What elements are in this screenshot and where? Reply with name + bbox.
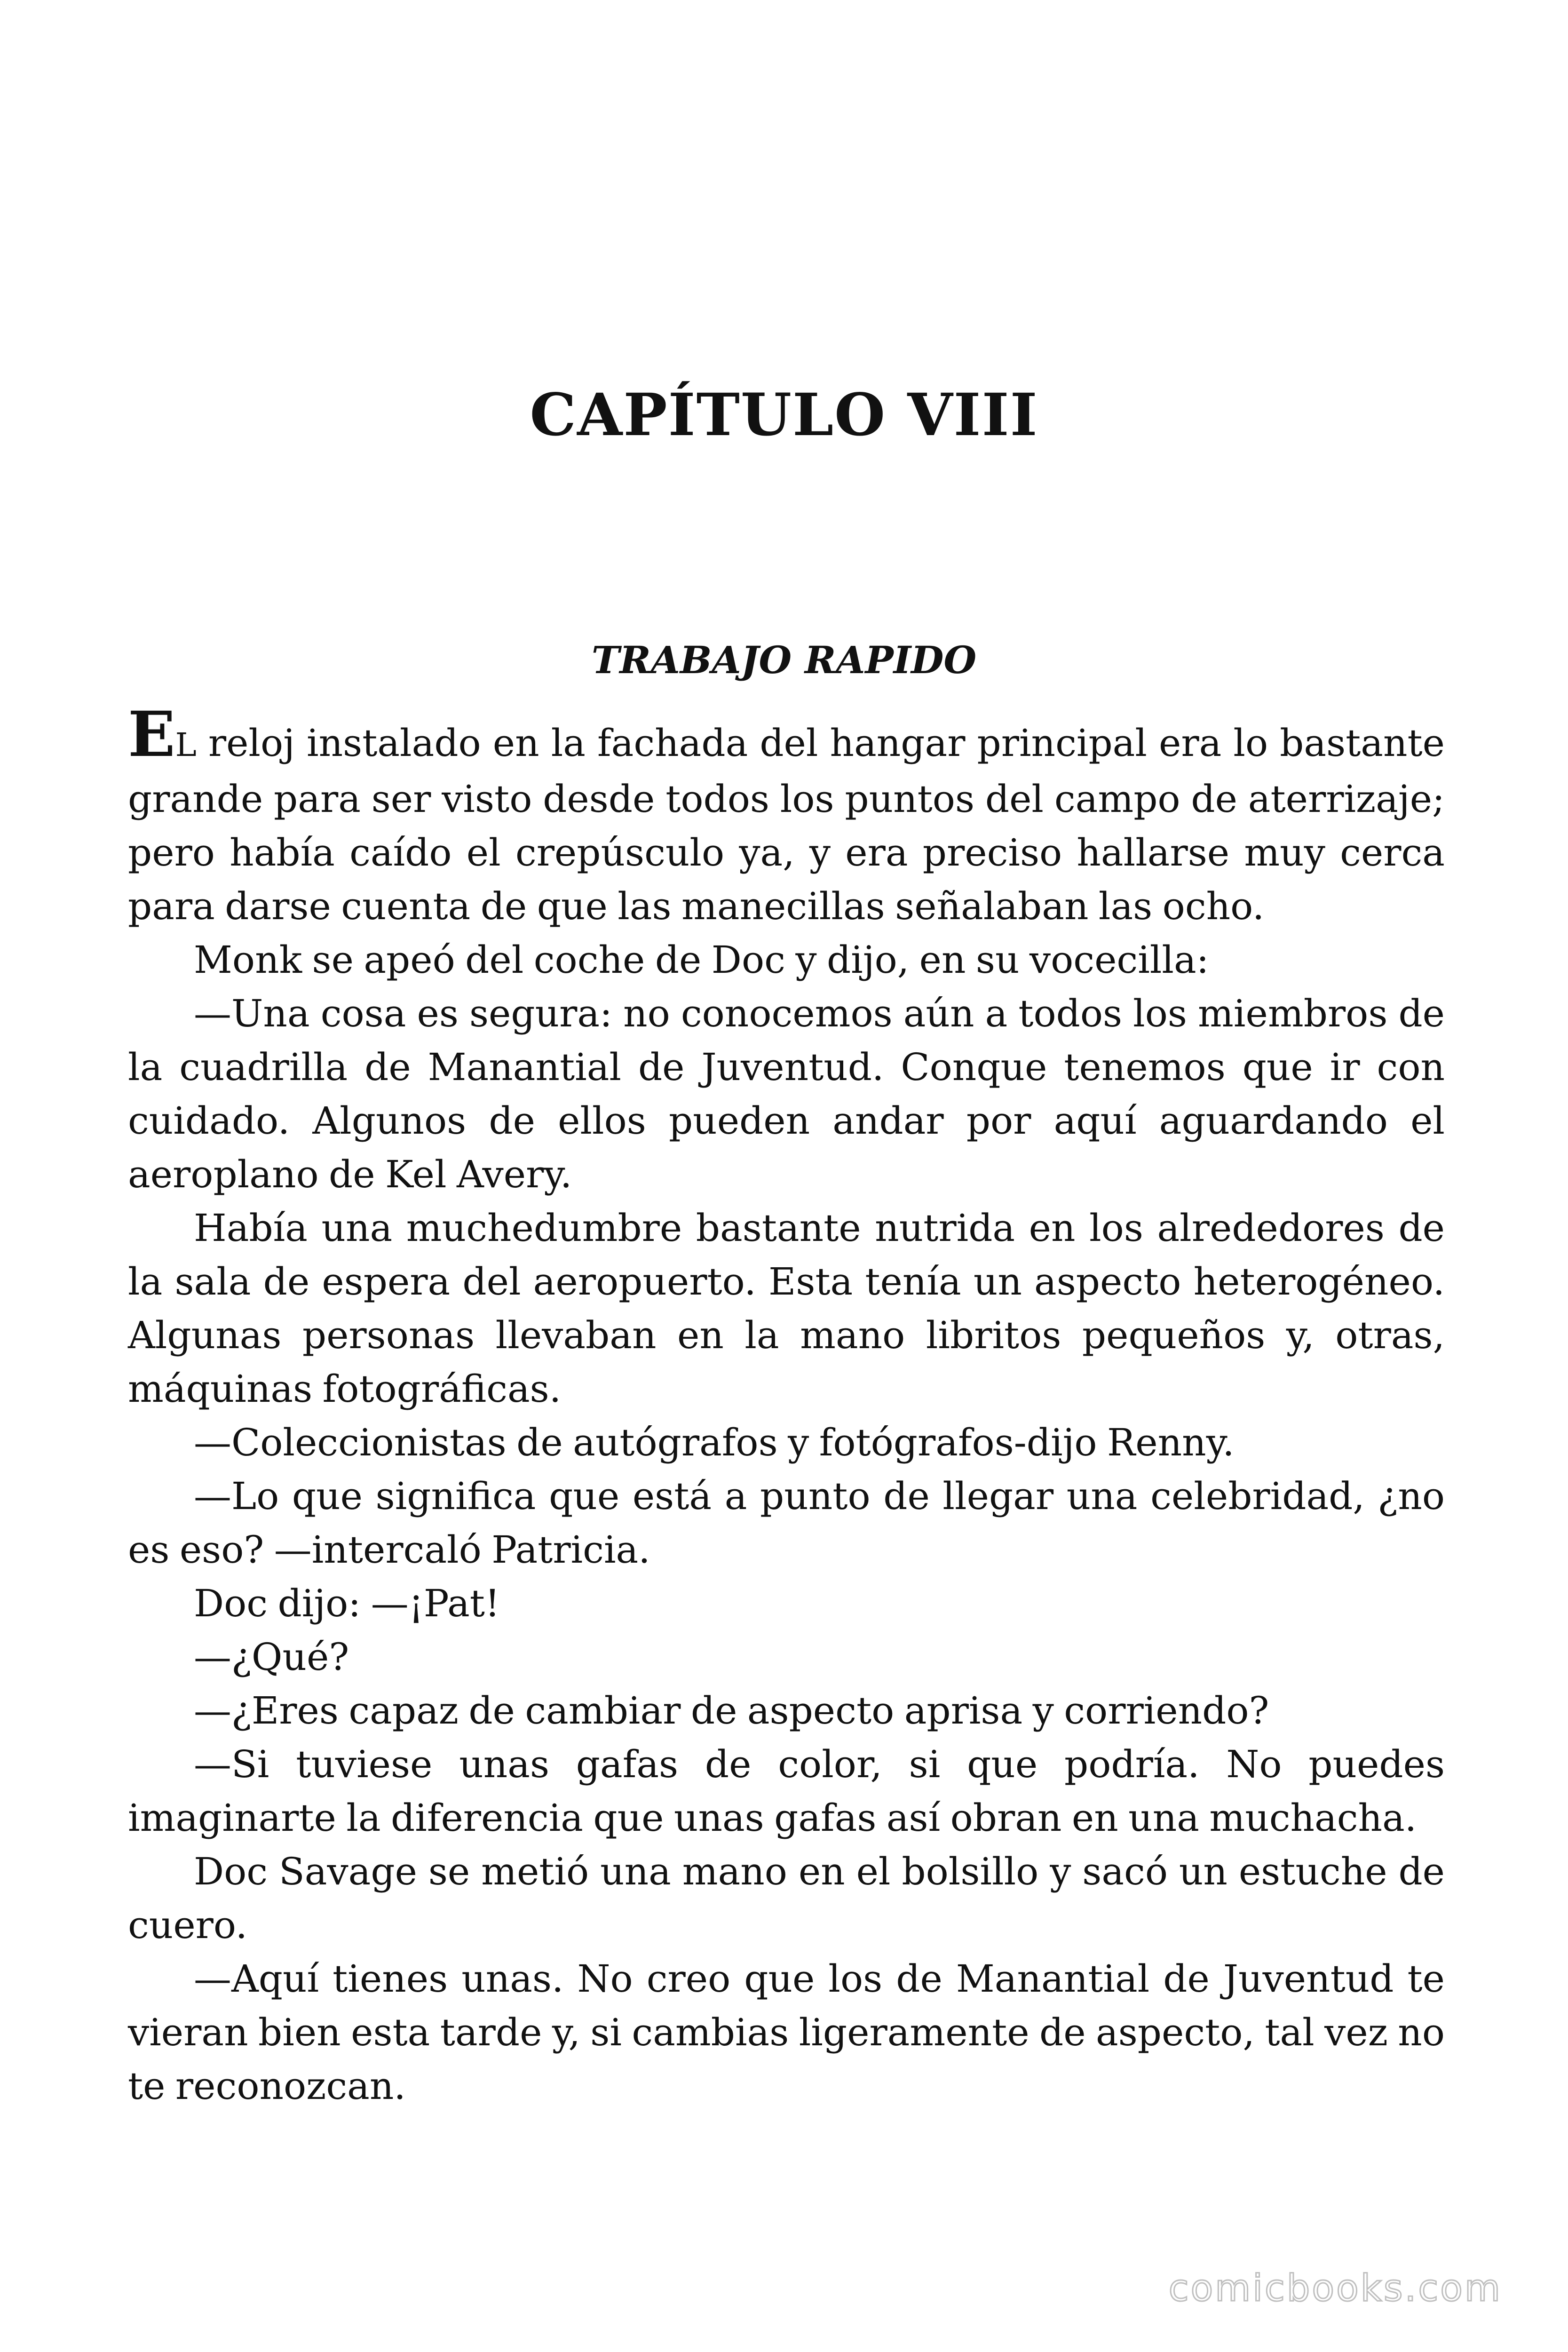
- paragraph-1-text: reloj instalado en la fachada del hangar principal era lo bastante grande para ser visto desde todos los puntos del campo de aterrizaje; pero había caído el crepúsculo ya, y era preciso hallarse muy cerca para darse cuenta de que las manecillas señalaban las ocho.: [128, 721, 1445, 928]
- paragraph-8: —¿Qué?: [194, 1635, 349, 1679]
- paragraph-12: —Aquí tienes unas. No creo que los de Manantial de Juventud te vieran bien esta tarde y, si cambias ligeramente de aspecto, tal vez no te reconozcan.: [128, 1957, 1445, 2108]
- chapter-title: CAPÍTULO VIII: [530, 381, 1038, 449]
- paragraph-5: —Coleccionistas de autógrafos y fotógrafos-dijo Renny.: [194, 1421, 1235, 1464]
- drop-cap: E: [128, 698, 175, 771]
- paragraph-10: —Si tuviese unas gafas de color, si que podría. No puedes imaginarte la diferencia que unas gafas así obran en una muchacha.: [128, 1742, 1445, 1840]
- paragraph-9: —¿Eres capaz de cambiar de aspecto aprisa y corriendo?: [194, 1689, 1269, 1732]
- drop-cap-continuation: L: [175, 727, 197, 764]
- paragraph-1: [128, 698, 1445, 933]
- paragraph-4: Había una muchedumbre bastante nutrida en los alrededores de la sala de espera del aeropuerto. Esta tenía un aspecto heterogéneo. Algunas personas llevaban en la mano libritos pequeños y, otras, máquinas fotográficas.: [128, 1206, 1445, 1411]
- paragraph-6: —Lo que significa que está a punto de llegar una celebridad, ¿no es eso? —intercaló Patricia.: [128, 1474, 1445, 1572]
- paragraph-2: Monk se apeó del coche de Doc y dijo, en su vocecilla:: [194, 938, 1209, 982]
- paragraph-3: —Una cosa es segura: no conocemos aún a todos los miembros de la cuadrilla de Manantial de Juventud. Conque tenemos que ir con cuidado. Algunos de ellos pueden andar por aquí aguardando el aeroplano de Kel Avery.: [128, 992, 1445, 1196]
- chapter-subtitle: TRABAJO RAPIDO: [591, 638, 977, 682]
- paragraph-7: Doc dijo: —¡Pat!: [194, 1581, 500, 1625]
- watermark: comicbooks.com: [1168, 2267, 1502, 2310]
- paragraph-11: Doc Savage se metió una mano en el bolsillo y sacó un estuche de cuero.: [128, 1850, 1445, 1947]
- chapter-body: [128, 698, 1445, 2113]
